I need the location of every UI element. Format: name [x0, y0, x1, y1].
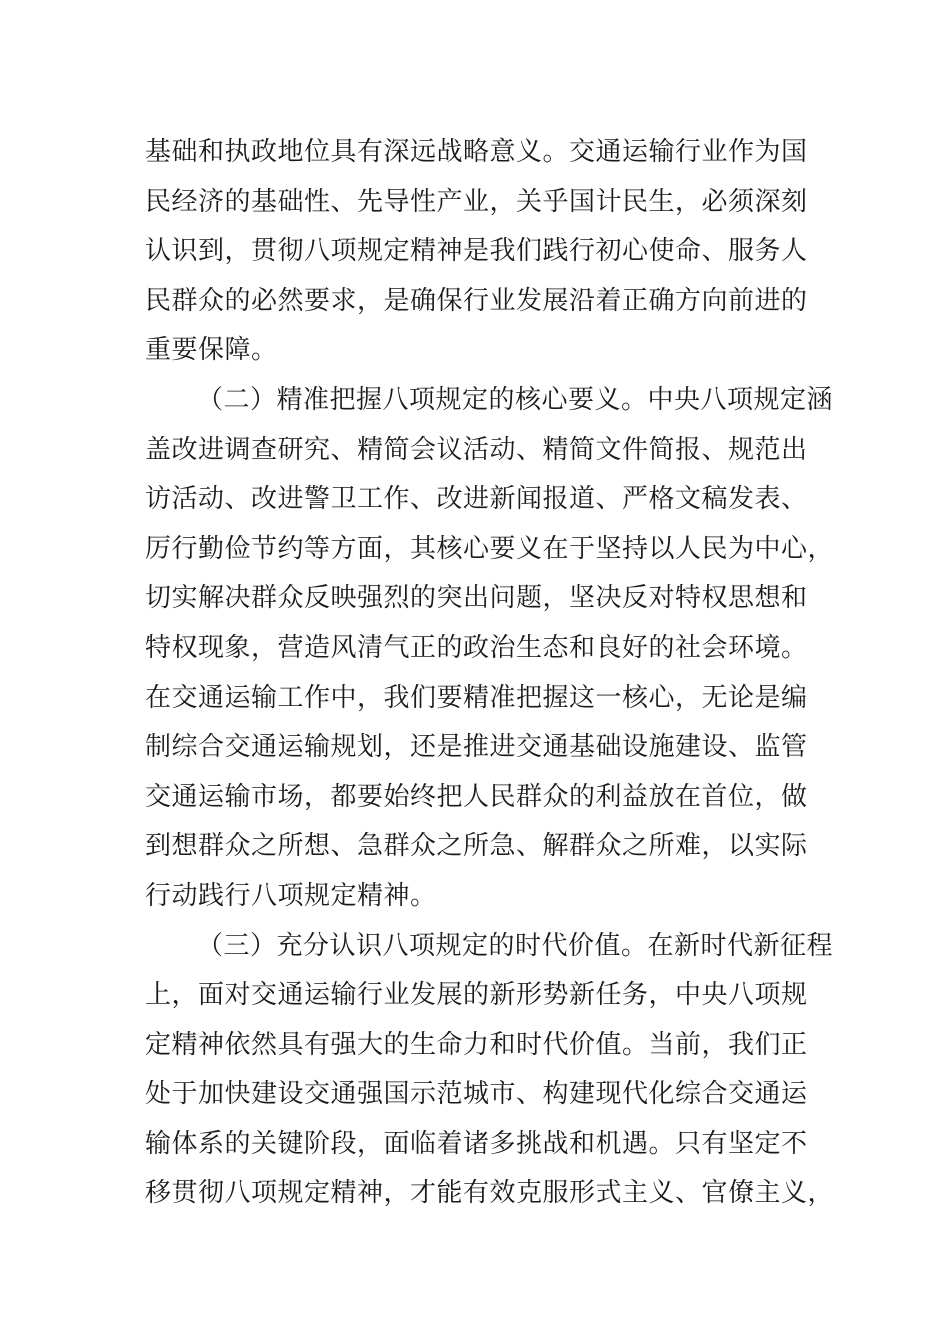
text-line: 民群众的必然要求，是确保行业发展沿着正确方向前进的: [145, 285, 808, 316]
text-line: 制综合交通运输规划，还是推进交通基础设施建设、监管: [145, 732, 808, 763]
text-line: 定精神依然具有强大的生命力和时代价值。当前，我们正: [145, 1029, 808, 1060]
text-line: 输体系的关键阶段，面临着诸多挑战和机遇。只有坚定不: [145, 1128, 808, 1159]
text-line: 上，面对交通运输行业发展的新形势新任务，中央八项规: [145, 980, 808, 1011]
section-heading-line: （二）精准把握八项规定的核心要义。中央八项规定涵: [197, 384, 834, 415]
text-line: 交通运输市场，都要始终把人民群众的利益放在首位，做: [145, 781, 808, 812]
text-line: 基础和执政地位具有深远战略意义。交通运输行业作为国: [145, 137, 808, 167]
text-line: 处于加快建设交通强国示范城市、构建现代化综合交通运: [145, 1079, 808, 1110]
text-line: 盖改进调查研究、精简会议活动、精简文件简报、规范出: [145, 434, 808, 465]
document-body: [145, 128, 835, 1219]
text-line: 民经济的基础性、先导性产业，关乎国计民生，必须深刻: [145, 186, 808, 217]
text-line: 行动践行八项规定精神。: [145, 880, 437, 911]
text-line: 移贯彻八项规定精神，才能有效克服形式主义、官僚主义，: [145, 1178, 835, 1209]
text-line: 特权现象，营造风清气正的政治生态和良好的社会环境。: [145, 632, 808, 663]
text-line: 认识到，贯彻八项规定精神是我们践行初心使命、服务人: [145, 236, 808, 267]
text-line: 到想群众之所想、急群众之所急、解群众之所难，以实际: [145, 831, 808, 862]
text-line: 访活动、改进警卫工作、改进新闻报道、严格文稿发表、: [145, 484, 808, 515]
text-line: 重要保障。: [145, 335, 278, 366]
section-heading-line: （三）充分认识八项规定的时代价值。在新时代新征程: [197, 930, 834, 961]
text-line: 切实解决群众反映强烈的突出问题，坚决反对特权思想和: [145, 583, 808, 614]
text-line: 厉行勤俭节约等方面，其核心要义在于坚持以人民为中心，: [145, 533, 835, 564]
text-line: 在交通运输工作中，我们要精准把握这一核心，无论是编: [145, 682, 808, 713]
